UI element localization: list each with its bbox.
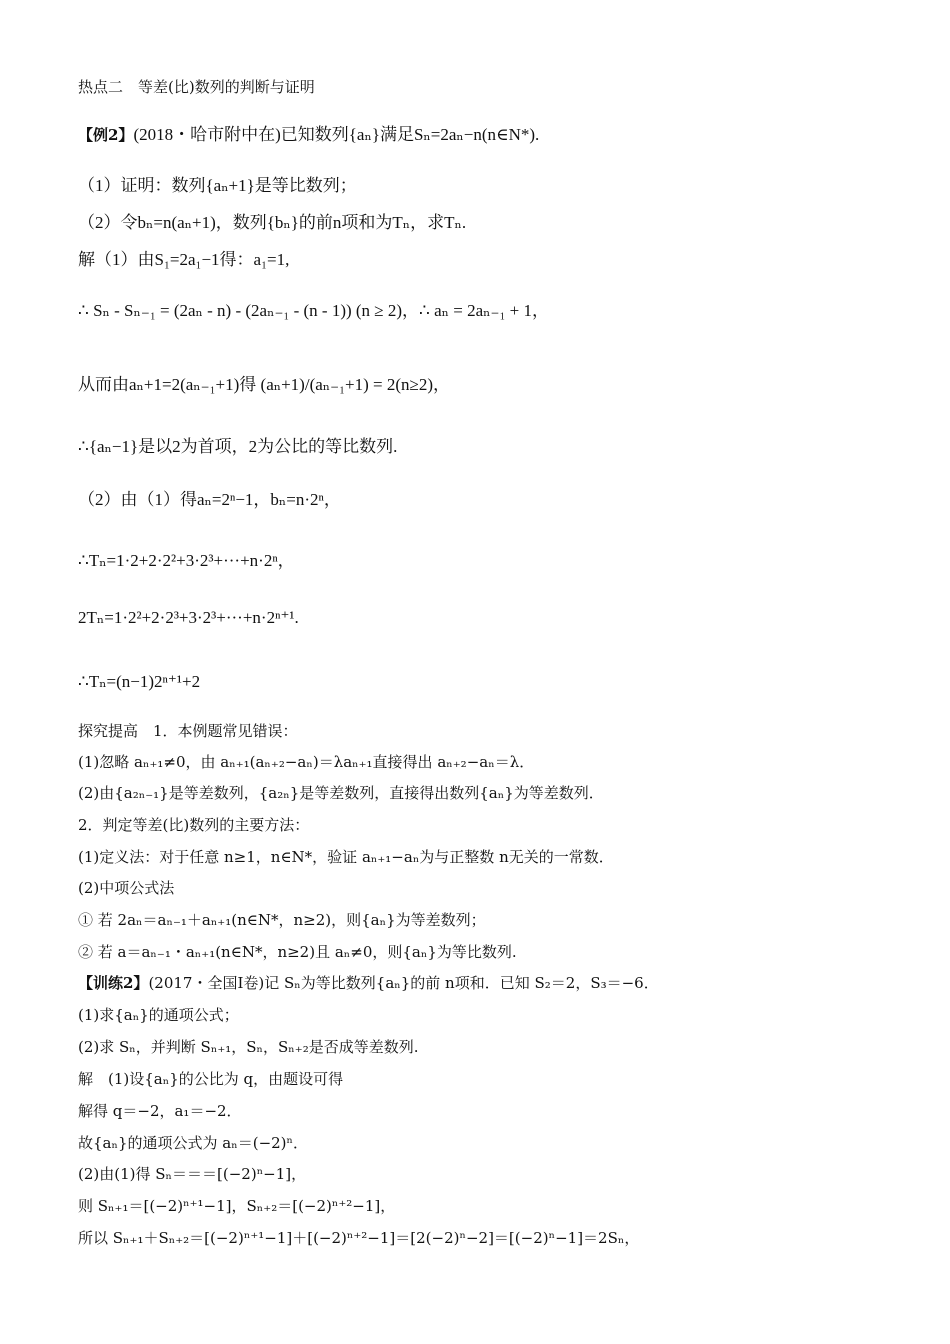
solution-line-3: 从而由aₙ+1=2(aₙ₋₁+1)得 (aₙ+1)/(aₙ₋₁+1) = 2(n≥2)，	[78, 375, 451, 394]
question-2: （2）令bₙ=n(aₙ+1)，数列{bₙ}的前n项和为Tₙ，求Tₙ.	[78, 213, 467, 232]
training-statement	[78, 972, 659, 993]
solution-line-8: ∴Tₙ=(n−1)2ⁿ⁺¹+2	[78, 672, 201, 691]
note-line-4: 2．判定等差(比)数列的主要方法：	[78, 816, 310, 834]
note-line-7: ① 若 2aₙ＝aₙ₋₁＋aₙ₊₁(n∈N*，n≥2)，则{aₙ}为等差数列；	[78, 911, 486, 929]
solution-line-2: ∴ Sₙ - Sₙ₋₁ = (2aₙ - n) - (2aₙ₋₁ - (n - 1)) (n ≥ 2)，∴ aₙ = 2aₙ₋₁ + 1，	[78, 301, 549, 320]
training-question-2: (2)求 Sₙ，并判断 Sₙ₊₁，Sₙ，Sₙ₊₂是否成等差数列.	[78, 1038, 419, 1056]
example-statement	[78, 120, 539, 145]
note-line-1: 探究提高 1．本例题常见错误：	[78, 722, 298, 740]
example-text: (2018・哈市附中在)已知数列{aₙ}满足Sₙ=2aₙ−n(n∈N*).	[133, 125, 540, 144]
solution-line-7: 2Tₙ=1·2²+2·2³+3·2³+···+n·2ⁿ⁺¹.	[78, 608, 299, 627]
question-1: （1）证明：数列{aₙ+1}是等比数列；	[78, 176, 357, 195]
solution-line-1: 解（1）由S₁=2a₁−1得：a₁=1,	[78, 250, 290, 269]
training-solution-1: 解 (1)设{aₙ}的公比为 q，由题设可得	[78, 1070, 344, 1088]
example-label: 【例2】	[78, 126, 134, 144]
note-line-6: (2)中项公式法	[78, 879, 175, 897]
training-solution-6: 所以 Sₙ₊₁＋Sₙ₊₂＝[(−2)ⁿ⁺¹−1]＋[(−2)ⁿ⁺²−1]＝[2(−2)ⁿ−2]＝[(−2)ⁿ−1]＝2Sₙ，	[78, 1229, 640, 1247]
training-question-1: (1)求{aₙ}的通项公式；	[78, 1006, 239, 1024]
training-solution-5: 则 Sₙ₊₁＝[(−2)ⁿ⁺¹−1]，Sₙ₊₂＝[(−2)ⁿ⁺²−1]，	[78, 1197, 396, 1215]
solution-line-6: ∴Tₙ=1·2+2·2²+3·2³+···+n·2ⁿ，	[78, 551, 295, 570]
note-line-2: (1)忽略 aₙ₊₁≠0，由 aₙ₊₁(aₙ₊₂−aₙ)＝λaₙ₊₁直接得出 aₙ₊₂−aₙ＝λ．	[78, 753, 535, 771]
training-label: 【训练2】	[78, 974, 149, 992]
section-heading: 热点二 等差(比)数列的判断与证明	[78, 78, 315, 96]
solution-line-4: ∴{aₙ−1}是以2为首项，2为公比的等比数列.	[78, 437, 398, 456]
training-solution-2: 解得 q＝−2，a₁＝−2．	[78, 1102, 242, 1120]
note-line-3: (2)由{a₂ₙ₋₁}是等差数列，{a₂ₙ}是等差数列，直接得出数列{aₙ}为等差数列．	[78, 784, 604, 802]
training-solution-4: (2)由(1)得 Sₙ＝＝＝[(−2)ⁿ−1]，	[78, 1165, 307, 1183]
solution-line-5: （2）由（1）得aₙ=2ⁿ−1，bₙ=n·2ⁿ，	[78, 490, 341, 509]
training-solution-3: 故{aₙ}的通项公式为 aₙ＝(−2)ⁿ．	[78, 1134, 309, 1152]
training-text: (2017・全国Ⅰ卷)记 Sₙ为等比数列{aₙ}的前 n项和．已知 S₂＝2，S₃＝−6．	[148, 974, 659, 992]
note-line-8: ② 若 a＝aₙ₋₁・aₙ₊₁(n∈N*，n≥2)且 aₙ≠0，则{aₙ}为等比数列.	[78, 943, 517, 961]
note-line-5: (1)定义法：对于任意 n≥1，n∈N*，验证 aₙ₊₁−aₙ为与正整数 n无关的一常数．	[78, 848, 614, 866]
